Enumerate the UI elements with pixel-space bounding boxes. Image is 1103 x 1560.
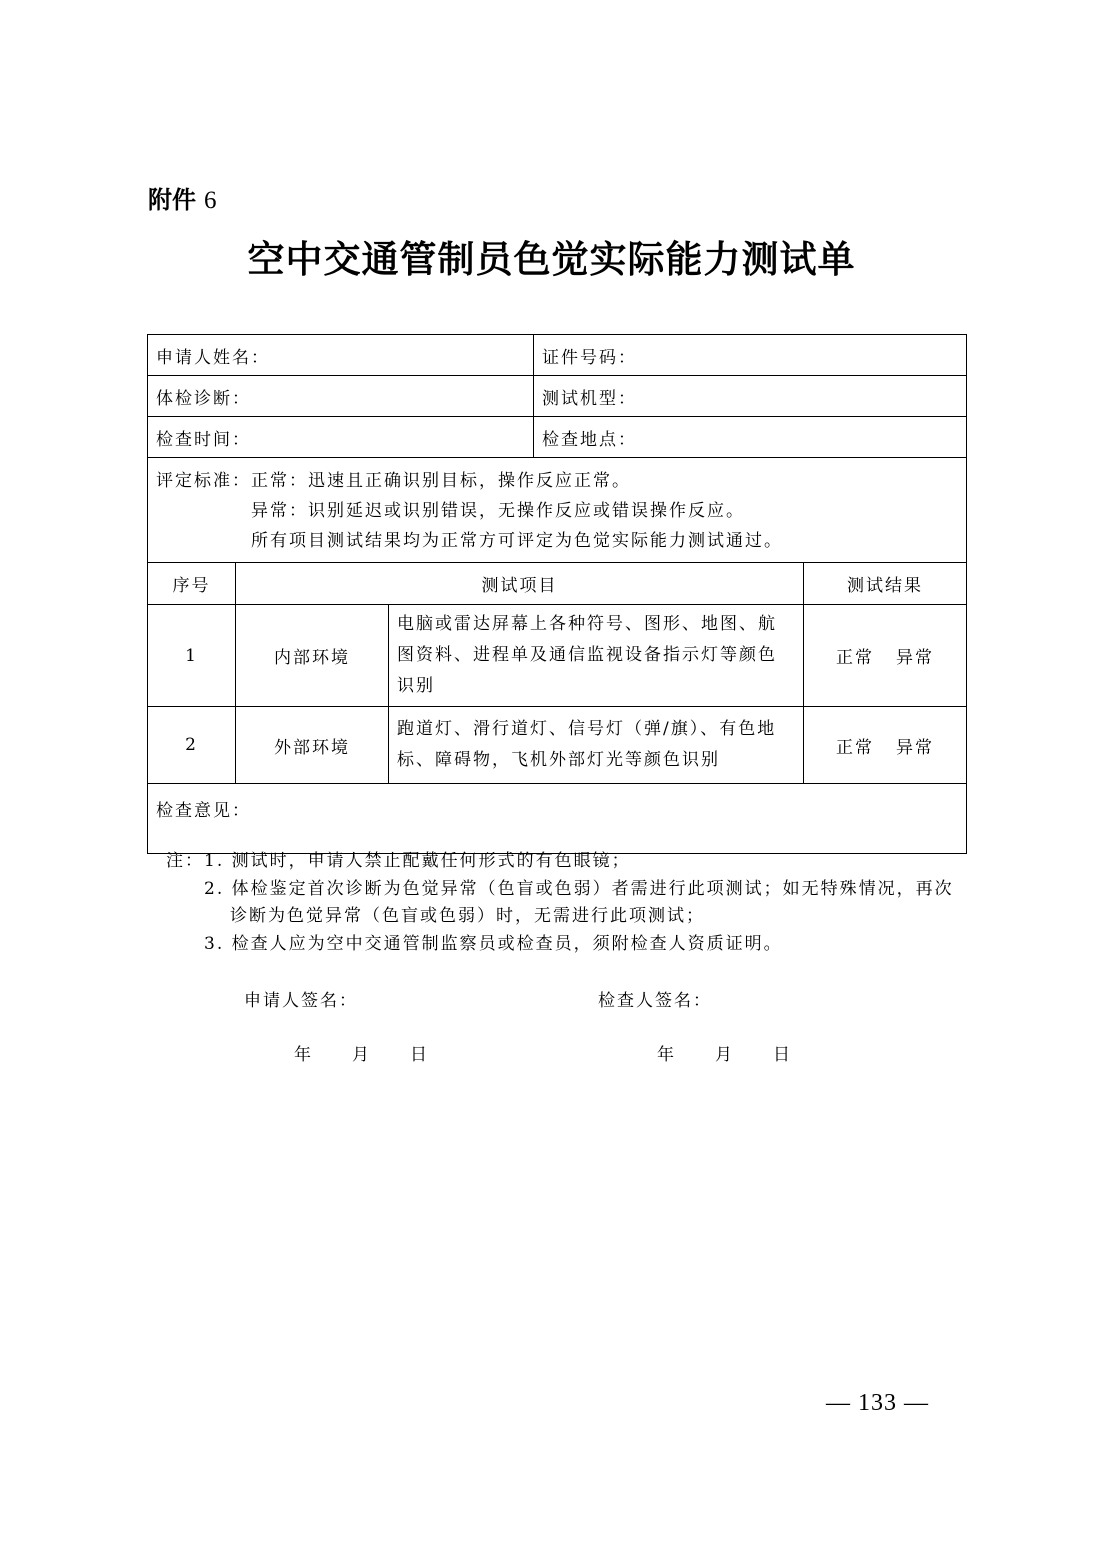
- row-seq: 1: [148, 605, 236, 707]
- applicant-name-cell[interactable]: [148, 335, 534, 376]
- page-number: — 133 —: [826, 1390, 929, 1416]
- note-2-continued: 诊断为色觉异常（色盲或色弱）时，无需进行此项测试；: [230, 906, 705, 926]
- date-day: 日: [410, 1045, 427, 1065]
- attachment-label: [148, 184, 217, 217]
- form-row-name: [148, 335, 967, 376]
- exam-place-cell[interactable]: [534, 417, 967, 458]
- header-result: 测试结果: [804, 563, 967, 605]
- form-row-diagnosis: [148, 376, 967, 417]
- aircraft-type-label: 测试机型：: [542, 388, 638, 409]
- cert-number-cell[interactable]: [534, 335, 967, 376]
- row-category: 外部环境: [236, 707, 389, 784]
- result-normal-option[interactable]: 正常: [836, 648, 875, 668]
- date-day: 日: [773, 1045, 790, 1065]
- table-row: [148, 707, 967, 784]
- attachment-text: 附件: [148, 186, 196, 214]
- row-result: [804, 605, 967, 707]
- row-seq: 2: [148, 707, 236, 784]
- notes-prefix: 注：: [166, 851, 204, 871]
- page-title: 空中交通管制员色觉实际能力测试单: [247, 238, 856, 281]
- result-abnormal-option[interactable]: 异常: [896, 648, 935, 668]
- diagnosis-cell[interactable]: [148, 376, 534, 417]
- examiner-date[interactable]: [657, 1040, 790, 1065]
- opinion-row: [148, 784, 967, 854]
- applicant-date[interactable]: [294, 1040, 427, 1065]
- criteria-pass-rule: 所有项目测试结果均为正常方可评定为色觉实际能力测试通过。: [251, 531, 783, 551]
- note-1: [166, 848, 966, 876]
- row-description: 跑道灯、滑行道灯、信号灯（弹/旗）、有色地标、障碍物，飞机外部灯光等颜色识别: [389, 707, 804, 784]
- examiner-signature-label[interactable]: 检查人签名：: [598, 991, 712, 1011]
- opinion-cell[interactable]: [148, 784, 967, 854]
- criteria-row: [148, 458, 967, 563]
- table-header-row: [148, 563, 967, 605]
- date-year: 年: [657, 1045, 674, 1065]
- row-description: 电脑或雷达屏幕上各种符号、图形、地图、航图资料、进程单及通信监视设备指示灯等颜色识别: [389, 605, 804, 707]
- result-abnormal-option[interactable]: 异常: [896, 737, 935, 758]
- notes-section: [166, 848, 966, 958]
- header-item: 测试项目: [236, 563, 804, 605]
- note-2: 2. 体检鉴定首次诊断为色觉异常（色盲或色弱）者需进行此项测试；如无特殊情况，再次: [204, 878, 954, 899]
- opinion-label: 检查意见：: [156, 801, 251, 821]
- exam-time-label: 检查时间：: [156, 429, 251, 450]
- criteria-cell: [148, 458, 967, 563]
- note-3: 3. 检查人应为空中交通管制监察员或检查员，须附检查人资质证明。: [204, 933, 783, 954]
- cert-number-label: 证件号码：: [542, 347, 638, 368]
- result-normal-option[interactable]: 正常: [836, 737, 875, 758]
- attachment-number: 6: [204, 187, 217, 214]
- date-year: 年: [294, 1045, 311, 1065]
- note-1-text: 1. 测试时，申请人禁止配戴任何形式的有色眼镜；: [204, 851, 631, 871]
- test-form-table: [147, 334, 967, 854]
- applicant-signature-label[interactable]: 申请人签名：: [244, 991, 358, 1011]
- criteria-label: 评定标准：: [156, 471, 251, 491]
- criteria-normal: 正常：迅速且正确识别目标，操作反应正常。: [251, 471, 631, 491]
- date-month: 月: [715, 1045, 732, 1065]
- aircraft-type-cell[interactable]: [534, 376, 967, 417]
- form-row-time: [148, 417, 967, 458]
- applicant-name-label: 申请人姓名：: [156, 347, 270, 368]
- exam-place-label: 检查地点：: [542, 429, 638, 450]
- row-result: [804, 707, 967, 784]
- exam-time-cell[interactable]: [148, 417, 534, 458]
- date-month: 月: [352, 1045, 369, 1065]
- criteria-line-normal: [156, 466, 958, 496]
- diagnosis-label: 体检诊断：: [156, 388, 251, 409]
- header-seq: 序号: [148, 563, 236, 605]
- table-row: [148, 605, 967, 707]
- criteria-abnormal: 异常：识别延迟或识别错误，无操作反应或错误操作反应。: [251, 501, 745, 521]
- row-category: 内部环境: [236, 605, 389, 707]
